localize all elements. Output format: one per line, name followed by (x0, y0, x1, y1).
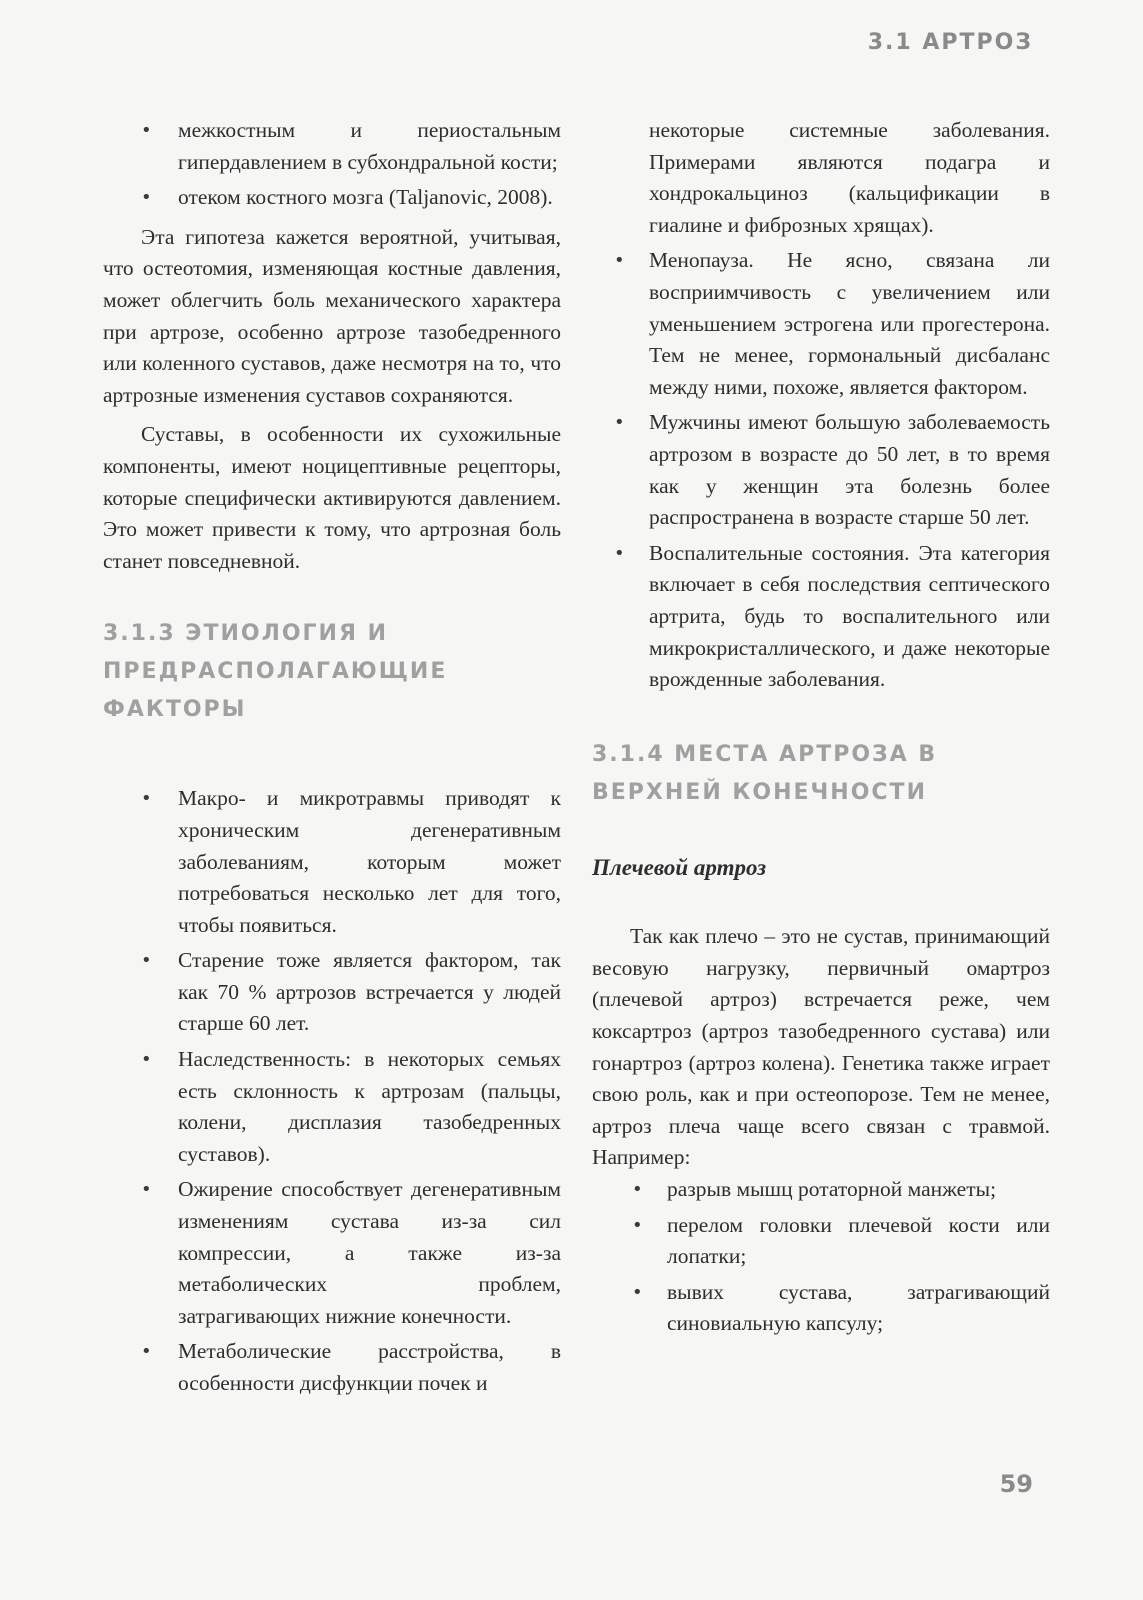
examples-list (592, 1174, 1050, 1340)
list-item: • перелом головки плечевой кости или лопатки; (592, 1210, 1050, 1273)
bullet-icon: • (141, 120, 152, 141)
factors-list (103, 783, 561, 1399)
right-column (592, 115, 1050, 1344)
list-item: • Макро- и микротравмы приводят к хроническим дегенеративным заболеваниям, которым может потребоваться несколько лет для того, чтобы появиться. (103, 783, 561, 941)
bullet-icon: • (141, 788, 152, 810)
bullet-icon: • (141, 950, 152, 972)
section-heading: 3.1.4 МЕСТА АРТРОЗА В ВЕРХНЕЙ КОНЕЧНОСТИ (592, 741, 938, 805)
page-number: 59 (999, 1470, 1033, 1498)
list-item: • Метаболические расстройства, в особенности дисфункции почек и (103, 1336, 561, 1399)
paragraph: Так как плечо – это не сустав, принимающий весовую нагрузку, первичный омартроз (плечевой артроз) встречается реже, чем коксартроз (артроз тазобедренного сустава) или гонартроз (артроз колена). Генетика также играет свою роль, как и при остеопорозе. Тем не менее, артроз плеча чаще всего связан с травмой. Например: (592, 924, 1050, 1170)
list-item: • Менопауза. Не ясно, связана ли восприимчивость с увеличением или уменьшением эстрогена или прогестерона. Тем не менее, гормональный дисбаланс между ними, похоже, является фактором. (592, 245, 1050, 403)
bullet-icon: • (614, 412, 625, 434)
left-column (103, 115, 561, 1404)
list-item: • Мужчины имеют большую заболеваемость артрозом в возрасте до 50 лет, в то время как у женщин эта болезнь более распространена в возрасте старше 50 лет. (592, 407, 1050, 533)
list-item: • Воспалительные состояния. Эта категория включает в себя последствия септического артрита, будь то воспалительного или микрокристаллического, и даже некоторые врожденные заболевания. (592, 538, 1050, 696)
section-heading: 3.1.3 ЭТИОЛОГИЯ И ПРЕДРАСПОЛАГАЮЩИЕ ФАКТОРЫ (103, 621, 448, 723)
list-item: • межкостным и периостальным гипердавлением в субхондральной кости; (103, 115, 561, 178)
paragraph: Эта гипотеза кажется вероятной, учитывая, что остеотомия, изменяющая костные давления, может облегчить боль механического характера при артрозе, особенно артрозе тазобедренного или коленного суставов, даже несмотря на то, что артрозные изменения суставов сохраняются. (103, 224, 561, 407)
bullet-icon: • (614, 250, 625, 272)
subsection-heading: Плечевой артроз (592, 854, 767, 880)
list-item: • отеком костного мозга (Taljanovic, 2008). (103, 182, 561, 214)
bullet-icon: • (614, 542, 625, 564)
list-item: • вывих сустава, затрагивающий синовиальную капсулу; (592, 1277, 1050, 1340)
factors-list-continued (592, 115, 1050, 696)
bullet-icon: • (141, 1179, 152, 1201)
running-head: 3.1 АРТРОЗ (867, 30, 1033, 55)
list-item: • Наследственность: в некоторых семьях есть склонность к артрозам (пальцы, колени, дисплазия тазобедренных суставов). (103, 1044, 561, 1170)
bullet-list-top (103, 115, 561, 214)
bullet-icon: • (141, 187, 152, 209)
bullet-icon: • (632, 1214, 643, 1236)
bullet-icon: • (632, 1281, 643, 1303)
bullet-icon: • (141, 1049, 152, 1071)
list-item: • Старение тоже является фактором, так как 70 % артрозов встречается у людей старше 60 лет. (103, 945, 561, 1040)
list-item: • Ожирение способствует дегенеративным изменениям сустава из-за сил компрессии, а также из-за метаболических проблем, затрагивающих нижние конечности. (103, 1174, 561, 1332)
list-item-continuation: некоторые системные заболевания. Примерами являются подагра и хондрокальциноз (кальцификации в гиалине и фиброзных хрящах). (649, 118, 1050, 237)
list-item: • разрыв мышц ротаторной манжеты; (592, 1174, 1050, 1206)
paragraph: Суставы, в особенности их сухожильные компоненты, имеют ноцицептивные рецепторы, которые специфически активируются давлением. Это может привести к тому, что артрозная боль станет повседневной. (103, 422, 561, 573)
bullet-icon: • (632, 1179, 643, 1201)
bullet-icon: • (141, 1341, 152, 1363)
